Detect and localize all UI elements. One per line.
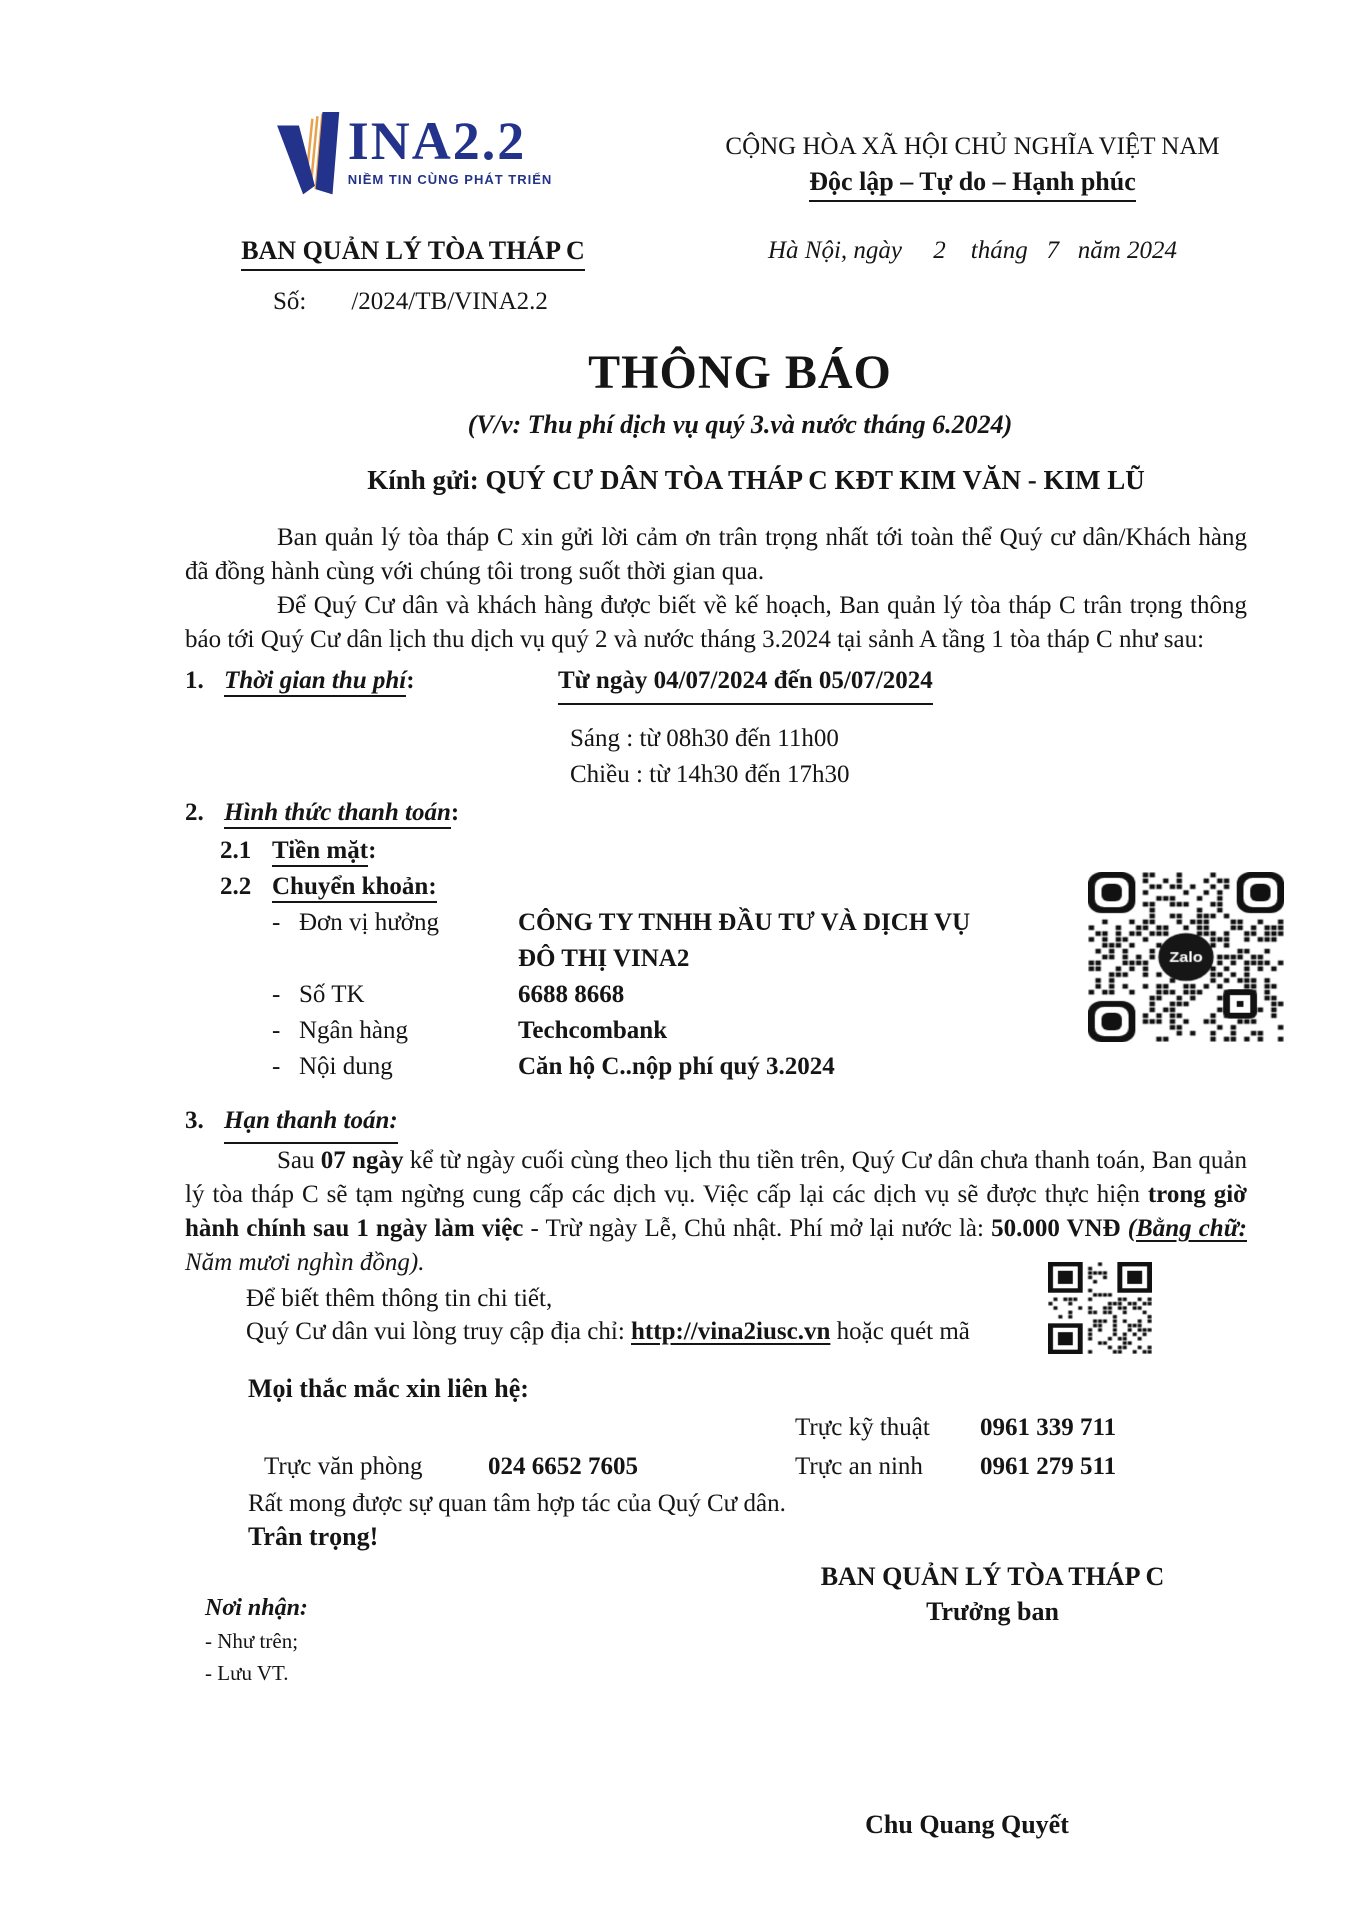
bank-label: Ngân hàng <box>299 1017 408 1044</box>
beneficiary-label: Đơn vị hưởng <box>299 909 439 936</box>
text-run: Năm mươi nghìn đồng). <box>185 1249 425 1276</box>
recipients-block <box>205 1592 308 1689</box>
section-3-number: 3. <box>185 1107 204 1134</box>
section-2-heading: Hình thức thanh toán <box>224 799 451 829</box>
text-run: - Trừ ngày Lễ, Chủ nhật. Phí mở lại nước là: <box>523 1215 992 1242</box>
website-qr-code <box>1048 1262 1152 1354</box>
security-contact-phone: 0961 279 511 <box>980 1453 1117 1480</box>
text-run: Bằng chữ: <box>1136 1215 1247 1242</box>
closing-line: Rất mong được sự quan tâm hợp tác của Quý Cư dân. <box>248 1490 786 1517</box>
header-right <box>690 130 1255 268</box>
website-link[interactable]: http://vina2iusc.vn <box>631 1318 831 1345</box>
section-1-heading-row: 1. Thời gian thu phí: Từ ngày 04/07/2024 đến 05/07/2024 <box>185 661 1247 705</box>
signoff-block <box>720 1560 1265 1628</box>
text-run: hoặc quét mã <box>830 1318 970 1345</box>
salutation-recipient: QUÝ CƯ DÂN TÒA THÁP C KĐT KIM VĂN - KIM LŨ <box>485 465 1145 495</box>
office-contact-label: Trực văn phòng <box>264 1453 423 1480</box>
text-run: Quý Cư dân vui lòng truy cập địa chỉ: <box>246 1318 632 1345</box>
section-1-heading: Thời gian thu phí <box>224 667 406 697</box>
place-date-line: Hà Nội, ngày 2 tháng 7 năm 2024 <box>767 237 1178 264</box>
tech-contact-label: Trực kỹ thuật <box>795 1414 930 1441</box>
signoff-org: BAN QUẢN LÝ TÒA THÁP C <box>820 1562 1165 1591</box>
bank-value: Techcombank <box>518 1017 668 1044</box>
vina2-logo <box>274 112 553 196</box>
signoff-role: Trưởng ban <box>926 1597 1059 1626</box>
tech-contact-phone: 0961 339 711 <box>980 1414 1117 1441</box>
salutation-label: Kính gửi: <box>367 465 479 495</box>
payment-deadline-paragraph <box>185 1144 1247 1280</box>
text-run: 07 ngày <box>320 1147 404 1174</box>
text-run: Sau <box>277 1147 321 1174</box>
beneficiary-value: CÔNG TY TNHH ĐẦU TƯ VÀ DỊCH VỤ ĐÔ THỊ VINA2 <box>518 909 971 972</box>
contact-row-office-security <box>185 1444 1247 1483</box>
brand-text: INA2.2 <box>347 111 527 171</box>
republic-line: CỘNG HÒA XÃ HỘI CHỦ NGHĨA VIỆT NAM <box>725 133 1220 160</box>
cash-row: 2.1 Tiền mặt: <box>185 833 1247 869</box>
doc-number-line <box>185 285 641 319</box>
regards-line: Trân trọng! <box>248 1522 379 1551</box>
brand-tagline: NIỀM TIN CÙNG PHÁT TRIỂN <box>347 172 553 187</box>
security-contact-label: Trực an ninh <box>795 1453 923 1480</box>
signature-name: Chu Quang Quyết <box>865 1810 1069 1839</box>
beneficiary-row: - Đơn vị hưởng CÔNG TY TNHH ĐẦU TƯ VÀ DỊCH VỤ ĐÔ THỊ VINA2 <box>185 905 1247 977</box>
cash-label: Tiền mặt <box>272 837 368 867</box>
page-title: THÔNG BÁO <box>588 346 892 399</box>
text-run: trong giờ hành chính sau 1 ngày làm việc <box>185 1181 1247 1242</box>
paragraph-thanks: Ban quản lý tòa tháp C xin gửi lời cảm ơn trân trọng nhất tới toàn thể Quý cư dân/Khách hàng đã đồng hành cùng với chúng tôi trong suốt thời gian qua. <box>185 524 1247 585</box>
memo-label: Nội dung <box>299 1053 393 1080</box>
doc-number-label: Số: <box>273 288 307 315</box>
salutation <box>225 461 1287 499</box>
text-run: kể từ ngày cuối cùng theo lịch thu tiền trên, Quý Cư dân chưa thanh toán, Ban quản lý tòa tháp C sẽ tạm ngừng cung cấp các dịch vụ. Việc cấp lại các dịch vụ sẽ được thực hiện <box>185 1147 1248 1208</box>
memo-value: Căn hộ C..nộp phí quý 3.2024 <box>518 1053 835 1080</box>
account-row: - Số TK 6688 8668 <box>185 977 1247 1013</box>
morning-hours: Sáng : từ 08h30 đến 11h00 <box>570 725 839 752</box>
recipients-heading: Nơi nhận: <box>205 1595 308 1621</box>
doc-number: /2024/TB/VINA2.2 <box>351 288 548 315</box>
section-1-number: 1. <box>185 667 204 694</box>
header-left <box>185 112 641 319</box>
motto-line: Độc lập – Tự do – Hạnh phúc <box>809 166 1136 202</box>
contact-row-tech <box>185 1405 1247 1444</box>
bank-row: - Ngân hàng Techcombank <box>185 1013 1247 1049</box>
paragraph-plan: Để Quý Cư dân và khách hàng được biết về kế hoạch, Ban quản lý tòa tháp C trân trọng thông báo tới Quý Cư dân lịch thu dịch vụ quý 2 và nước tháng 3.2024 tại sảnh A tầng 1 tòa tháp C như sau: <box>185 592 1247 653</box>
info-line-1: Để biết thêm thông tin chi tiết, <box>246 1285 553 1312</box>
contact-heading: Mọi thắc mắc xin liên hệ: <box>248 1374 529 1403</box>
text-run: ( <box>1127 1215 1137 1242</box>
memo-row: - Nội dung Căn hộ C..nộp phí quý 3.2024 <box>185 1049 1247 1085</box>
sub-2-2-number: 2.2 <box>220 873 252 900</box>
transfer-label: Chuyển khoản: <box>272 873 437 903</box>
subject-line: (V/v: Thu phí dịch vụ quý 3.và nước tháng 6.2024) <box>467 410 1013 439</box>
sub-2-1-number: 2.1 <box>220 837 252 864</box>
text-run: 50.000 VNĐ <box>991 1215 1121 1242</box>
recipient-item: - Như trên; <box>205 1629 299 1653</box>
section-2-heading-row: 2. Hình thức thanh toán: <box>185 793 1247 833</box>
collection-times <box>570 721 1247 793</box>
vina2-v-icon <box>274 112 344 196</box>
collection-date-range: Từ ngày 04/07/2024 đến 05/07/2024 <box>558 661 933 705</box>
account-label: Số TK <box>299 981 365 1008</box>
section-3-heading: Hạn thanh toán: <box>224 1101 398 1144</box>
afternoon-hours: Chiều : từ 14h30 đến 17h30 <box>570 761 850 788</box>
section-3-heading-row <box>185 1101 1247 1144</box>
office-contact-phone: 024 6652 7605 <box>488 1453 638 1480</box>
account-value: 6688 8668 <box>518 981 625 1008</box>
zalo-qr-code <box>1088 872 1284 1042</box>
section-2-number: 2. <box>185 799 204 826</box>
recipient-item: - Lưu VT. <box>205 1661 289 1685</box>
org-name: BAN QUẢN LÝ TÒA THÁP C <box>241 236 585 271</box>
text-run <box>1121 1215 1128 1242</box>
